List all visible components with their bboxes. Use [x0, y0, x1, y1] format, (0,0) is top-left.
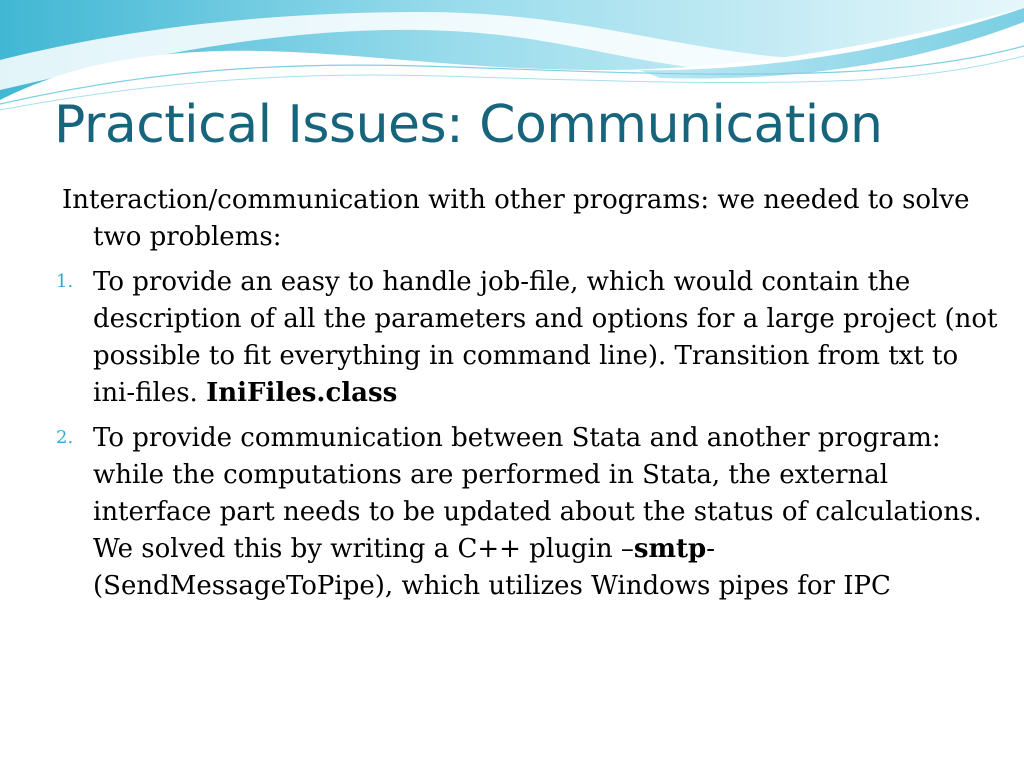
- list-item-text-after: - (SendMessageToPipe), which utilizes Windows pipes for IPC: [93, 534, 891, 601]
- list-number: 1.: [56, 271, 74, 292]
- list-item-bold: IniFiles.class: [206, 378, 398, 408]
- list-item-bold: smtp: [633, 534, 707, 564]
- list-item-text: To provide an easy to handle job-file, which would contain the description of all the parameters and options for a large project (not possible to fit everything in command line). Transition from txt to ini-files.: [93, 267, 998, 408]
- slide-body: [56, 182, 1002, 613]
- intro-paragraph: Interaction/communication with other programs: we needed to solve two problems:: [62, 185, 970, 252]
- list-number: 2.: [56, 427, 74, 448]
- list-item-text: To provide communication between Stata and another program: while the computations are performed in Stata, the external interface part needs to be updated about the status of calculations. We solved this by writing a C++ plugin –: [93, 423, 982, 564]
- list-item: [56, 420, 1002, 605]
- list-item: [56, 264, 1002, 412]
- slide-title: Practical Issues: Communication: [54, 95, 883, 155]
